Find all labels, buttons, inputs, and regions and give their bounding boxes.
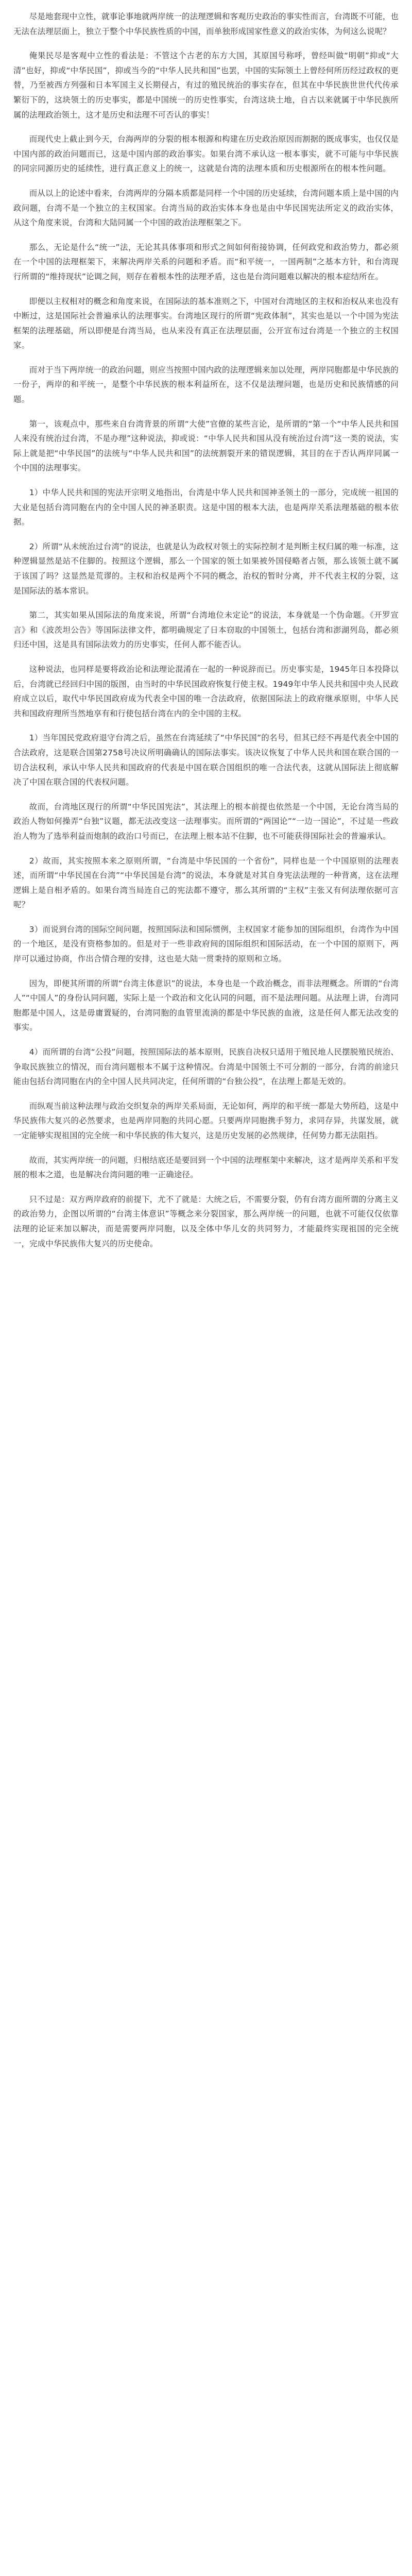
article-paragraph-2: 俺果民尽是客观中立性的看法是：不管这个古老的东方大国，其原国号称呼，曾经叫做“明朝”抑或“大清”也好，抑或“中华民国”，抑或当今的“中华人民共和国”也罢，中国的实际领土上曾经何所历经过政权的更替，乃至被西方列强和日本军国主义长期侵占，有过的殖民统治的事实存在，但其在中华民族世世代代传承繁衍下的，这块领土的历史事实，都是中国统一的历史性事实，台湾这块土地，自古以来就属于中华民族所属的法理政治领土，这才是历史和法理不可否认的事实！ [13,51,399,120]
article-paragraph-6: 即便以主权相对的概念和角度来说，在国际法的基本准则之下，中国对台湾地区的主权和治权从来也没有中断过，这是国际社会普遍承认的法理事实。台湾地区现行的所谓“宪政体制”，其实也是以一个中国为宪法框架的法理基础，所以即便是台湾当局，也从来没有真正在法理层面，公开宣布过台湾是一个独立的主权国家。 [13,296,399,350]
article-paragraph-3: 而现代史上截止到今天，台海两岸的分裂的根本根源和构建在历史政治原因而割据的既成事实，也仅仅是中国内部的政治问题而已，这是中国内部的政治事实。如果台湾不承认这一根本事实，就不可能与中华民族的同宗同源历史的延续性，进行真正意义上的统一，这就是台湾的法理本质和历史根源所在的根本性问题。 [13,134,399,174]
article-paragraph-19: 而纵观当前这种法理与政治交织复杂的两岸关系局面，无论如何，两岸的和平统一都是大势所趋，这是中华民族伟大复兴的必然要求，也是两岸同胞的共同心愿。只要两岸同胞携手努力，求同存异，共谋发展，就一定能够实现祖国的完全统一和中华民族的伟大复兴，这是历史发展的必然规律，任何势力都无法阻挡。 [13,1101,399,1140]
article-body [0,0,412,1251]
article-paragraph-5: 那么，无论是什么“统一”法，无论其具体事项和形式之间如何衔接协调，任何政党和政治势力，都必须在一个中国的法理框架下，来解决两岸关系的问题和矛盾。而“和平统一，一国两制”之基本方针，和台湾现行所谓的“维持现状”论调之间，则存在着根本性的法理矛盾，这也是台湾问题难以解决的根本症结所在。 [13,242,399,281]
article-paragraph-4: 而从以上的论述中看来，台湾两岸的分隔本质都是同样一个中国的历史延续，台湾问题本质上是中国的内政问题，台湾不是一个独立的主权国家。台湾当局的政治实体本身也是由中华民国宪法所定义的政治实体，从这个角度来说，台湾和大陆同属一个中国的政治法理框架之下。 [13,188,399,228]
article-paragraph-1: 尽是地套现中立性，就事论事地就两岸统一的法理逻辑和客观历史政治的事实性而言，台湾既不可能，也无法在法理层面上，独立于整个中华民族性质的中国，而单独形成国家性意义的政治实体，为何这么说呢？ [13,12,399,36]
article-paragraph-18: 4）而所谓的台湾“公投”问题，按照国际法的基本原则，民族自决权只适用于殖民地人民摆脱殖民统治、争取民族独立的情况，而台湾问题根本不属于这种情况。台湾是中国领土不可分割的一部分，台湾的前途只能由包括台湾同胞在内的全中国人民共同决定，任何所谓的“台独公投”，在法理上都是无效的。 [13,1047,399,1087]
article-paragraph-13: 1）当年国民党政府退守台湾之后，虽然在台湾延续了“中华民国”的名号，但其已经不再是代表全中国的合法政府，这是联合国第2758号决议所明确确认的国际法事实。该决议恢复了中华人民共和国在联合国的一切合法权利，承认中华人民共和国政府的代表是中国在联合国组织的唯一合法代表，这就从国际法上彻底解决了中国在联合国的代表权问题。 [13,733,399,787]
article-paragraph-20: 故而，其实两岸统一的问题，归根结底还是要回到一个中国的法理框架中来解决，这才是两岸关系和平发展的根本之道，也是解决台湾问题的唯一正确途径。 [13,1155,399,1180]
article-paragraph-7: 而对于当下两岸统一的政治问题，则应当按照中国内政的法理逻辑来加以处理，两岸同胞都是中华民族的一份子，两岸的和平统一，是整个中华民族的根本利益所在，这不仅是法理问题，也是历史和民族情感的问题。 [13,365,399,404]
article-paragraph-15: 2）故而，其实按照本来之原则所谓，“台湾是中华民国的一个省份”，同样也是一个中国原则的法理表述，而所谓“中华民国在台湾”“中华民国是台湾”的说法，本身就是对其自身宪法法理的一种背离，这在法理逻辑上是自相矛盾的。如果台湾当局连自己的宪法都不遵守，那么其所谓的“主权”主张又有何法理依据可言呢？ [13,856,399,910]
article-paragraph-21: 只不过是：双方两岸政府的前提下，尤不了就是：大统之后，不需要分裂，仍有台湾方面所谓的分离主义的政治势力，企图以所谓的“台湾主体意识”等概念来分裂国家，那么两岸统一的问题，也就不可能仅仅依靠法理的论证来加以解决，而是需要两岸同胞，以及全体中华儿女的共同努力，才能最终实现祖国的完全统一，完成中华民族伟大复兴的历史使命。 [13,1194,399,1248]
article-paragraph-17: 因为，即便其所谓的所谓“台湾主体意识”的说法，本身也是一个政治概念，而非法理概念。所谓的“台湾人”“中国人”的身份认同问题，实际上是一个政治和文化认同的问题，而不是法理问题。从法理上讲，台湾同胞都是中国人，这是毋庸置疑的，台湾同胞的血管里流淌的都是中华民族的血液，这是任何人都无法改变的事实。 [13,978,399,1032]
article-paragraph-16: 3）而说到台湾的国际空间问题，按照国际法和国际惯例，主权国家才能参加的国际组织，台湾作为中国的一个地区，是没有资格参加的。但是对于一些非政府间的国际组织和国际活动，在一个中国的原则下，两岸可以通过协商，作出合情合理的安排，这也是大陆一贯秉持的原则和立场。 [13,924,399,964]
article-paragraph-14: 故而，台湾地区现行的所谓“中华民国宪法”，其法理上的根本前提也依然是一个中国，无论台湾当局的政治人物如何操弄“台独”议题，都无法改变这一法理事实。而所谓的“两国论”“一边一国论”，不过是一些政治人物为了选举利益而炮制的政治口号而已，在法理上根本站不住脚，也不可能获得国际社会的普遍承认。 [13,802,399,841]
article-paragraph-11: 第二，其实如果从国际法的角度来说，所谓“台湾地位未定论”的说法，本身就是一个伪命题。《开罗宣言》和《波茨坦公告》等国际法律文件，都明确规定了日本窃取的中国领土，包括台湾和澎湖列岛，都必须归还中国，这是具有国际法效力的历史事实，任何人都不能否认。 [13,611,399,650]
article-paragraph-12: 这种说法，也同样是要将政治论和法理论混淆在一起的一种说辞而已。历史事实是，1945年日本投降以后，台湾就已经回归中国的版图，由当时的中华民国政府恢复行使主权。1949年中华人民共和国中央人民政府成立以后，取代中华民国政府成为代表全中国的唯一合法政府，依据国际法上的政府继承原则，中华人民共和国政府理所当然地享有和行使包括台湾在内的全中国的主权。 [13,664,399,718]
article-paragraph-9: 1）中华人民共和国的宪法开宗明义地指出，台湾是中华人民共和国神圣领土的一部分，完成统一祖国的大业是包括台湾同胞在内的全中国人民的神圣职责。这是中国的根本大法，也是两岸关系法理基础的根本依据。 [13,488,399,527]
article-paragraph-10: 2）所谓“从未统治过台湾”的说法，也就是认为政权对领土的实际控制才是判断主权归属的唯一标准，这种逻辑显然是站不住脚的。按照这个逻辑，那么一个国家的领土如果被外国侵略者占领，那么该领土就不属于该国了吗？这显然是荒谬的。主权和治权是两个不同的概念，治权的暂时分离，并不代表主权的分裂，这是国际法的基本常识。 [13,541,399,596]
article-paragraph-8: 第一，该观点中，那些来自台湾背景的所谓“大使”官僚的某些言论，是所谓的“第一个“中华人民共和国人来没有统治过台湾，不是办理”这种说法，抑或说：“中华人民共和国从没有统治过台湾”这一类的说法，实际上就是把“中华民国”的法统与“中华人民共和国”的法统割裂开来的错误逻辑，其目的在于否认两岸同属一个中国的法理事实。 [13,419,399,473]
